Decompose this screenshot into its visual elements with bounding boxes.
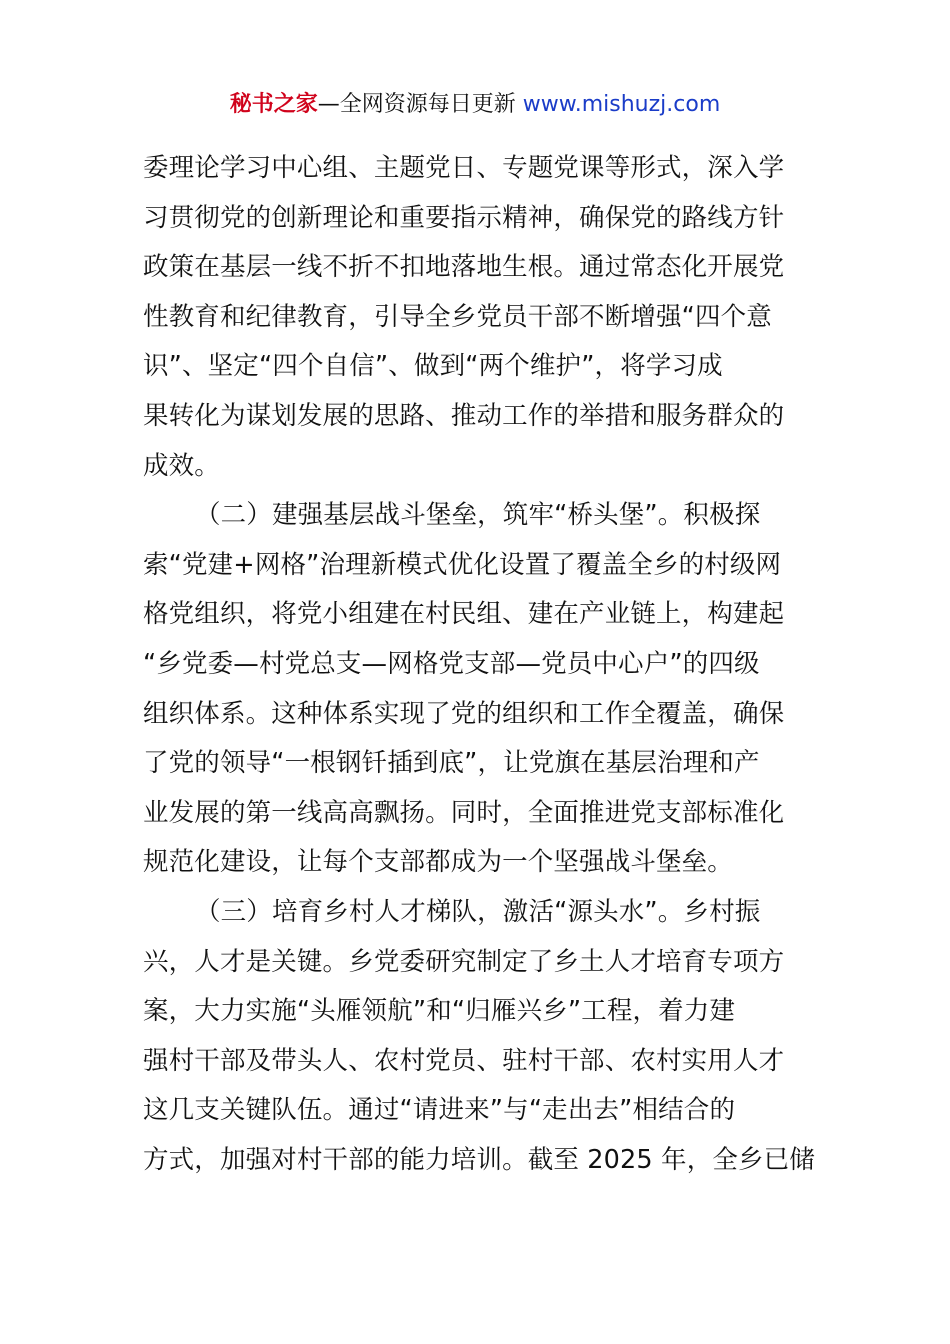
text-line: 了党的领导“一根钢钎插到底”，让党旗在基层治理和产 xyxy=(143,748,760,779)
text-line: “乡党委—村党总支—网格党支部—党员中心户”的四级 xyxy=(143,648,760,679)
section-heading-line: （三）培育乡村人才梯队，激活“源头水”。乡村振 xyxy=(195,896,761,927)
document-body xyxy=(143,144,815,1185)
text-line: 组织体系。这种体系实现了党的组织和工作全覆盖，确保 xyxy=(143,698,785,729)
text-line: 方式，加强对村干部的能力培训。截至 2025 年，全乡已储 xyxy=(143,1144,815,1175)
text-line: 业发展的第一线高高飘扬。同时，全面推进党支部标准化 xyxy=(143,797,785,828)
text-line: 案，大力实施“头雁领航”和“归雁兴乡”工程，着力建 xyxy=(143,996,736,1027)
text-line: 成效。 xyxy=(143,450,220,481)
page-header xyxy=(0,88,950,122)
text-line: 强村干部及带头人、农村党员、驻村干部、农村实用人才 xyxy=(143,1045,785,1076)
text-line: 果转化为谋划发展的思路、推动工作的举措和服务群众的 xyxy=(143,400,785,431)
text-line: 习贯彻党的创新理论和重要指示精神，确保党的路线方针 xyxy=(143,202,785,233)
text-line: 索“党建+网格”治理新模式优化设置了覆盖全乡的村级网 xyxy=(143,549,782,580)
text-line: 政策在基层一线不折不扣地落地生根。通过常态化开展党 xyxy=(143,252,785,283)
section-heading-line: （二）建强基层战斗堡垒，筑牢“桥头堡”。积极探 xyxy=(195,500,761,531)
text-line: 识”、坚定“四个自信”、做到“两个维护”，将学习成 xyxy=(143,351,723,382)
site-brand: 秘书之家 xyxy=(229,92,318,117)
text-line: 性教育和纪律教育，引导全乡党员干部不断增强“四个意 xyxy=(143,301,772,332)
site-tagline: —全网资源每日更新 xyxy=(317,92,523,117)
text-line: 规范化建设，让每个支部都成为一个坚强战斗堡垒。 xyxy=(143,847,733,878)
text-line: 委理论学习中心组、主题党日、专题党课等形式，深入学 xyxy=(143,153,785,183)
site-url[interactable]: www.mishuzj.com xyxy=(522,92,721,117)
text-line: 这几支关键队伍。通过“请进来”与“走出去”相结合的 xyxy=(143,1095,736,1126)
text-line: 兴，人才是关键。乡党委研究制定了乡土人才培育专项方 xyxy=(143,946,785,977)
text-line: 格党组织，将党小组建在村民组、建在产业链上，构建起 xyxy=(143,599,785,630)
